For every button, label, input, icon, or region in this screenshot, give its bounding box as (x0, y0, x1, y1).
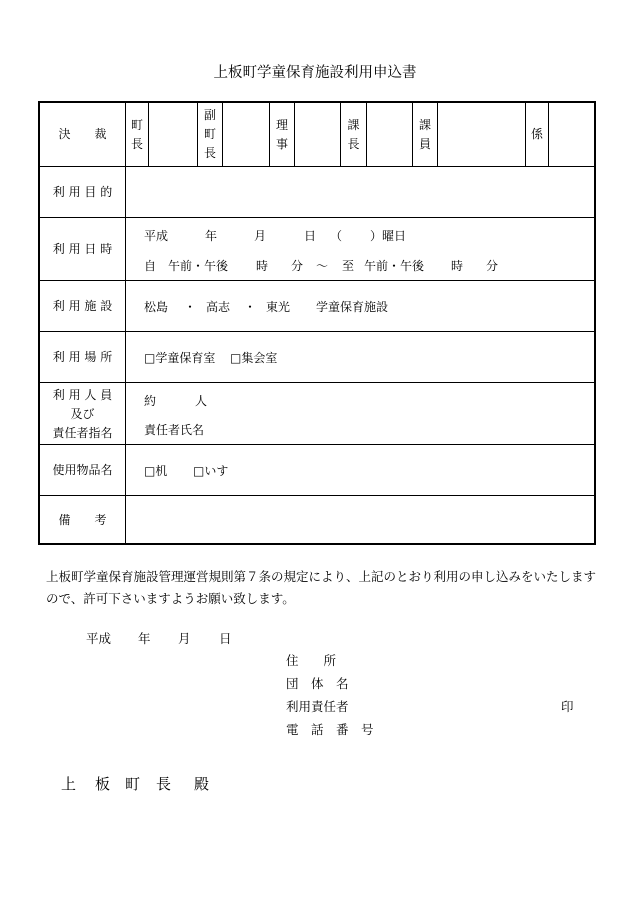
seal-mark: 印 (561, 699, 574, 714)
weekday-label: ）曜日 (370, 229, 407, 243)
count-unit: 人 (195, 394, 208, 408)
request-statement: 上板町学童保育施設管理運営規則第７条の規定により、上記のとおり利用の申し込みをいたしますので、許可下さいますようお願い致します。 (46, 569, 597, 606)
addressee-2: 板 (95, 775, 111, 793)
applicant-group: 団 体 名 (286, 676, 349, 691)
facility-row (40, 280, 594, 332)
facility-sep-1: ・ (184, 300, 197, 314)
year-label: 年 (205, 229, 218, 243)
remarks-field[interactable] (126, 496, 594, 544)
facility-suffix: 学童保育施設 (316, 300, 389, 314)
paren-open: （ (330, 229, 343, 243)
persons-field[interactable] (126, 383, 594, 445)
approval-col-director: 理 事 (275, 117, 288, 151)
place-option-meeting-room[interactable]: □集会室 (230, 351, 278, 365)
approval-col-deputy: 副 町 長 (203, 108, 216, 160)
facility-takashi[interactable]: 高志 (206, 300, 231, 314)
purpose-field[interactable] (126, 167, 594, 218)
application-table (38, 101, 596, 545)
month-label: 月 (254, 229, 267, 243)
persons-label: 利 用 人 員 及び 責任者指名 (40, 383, 126, 445)
item-option-desk[interactable]: □机 (144, 464, 168, 478)
datetime-row (40, 217, 594, 281)
date-day: 日 (219, 631, 232, 646)
tilde: ～ (316, 259, 329, 273)
to-ampm: 午前・午後 (364, 259, 425, 273)
facility-toko[interactable]: 東光 (266, 300, 291, 314)
place-option-childcare-room[interactable]: □学童保育室 (144, 351, 216, 365)
addressee-5: 殿 (194, 775, 210, 793)
items-row (40, 444, 594, 496)
approval-col-staff: 課 員 (418, 117, 431, 151)
leader-name-label: 責任者氏名 (144, 423, 205, 437)
remarks-row (40, 495, 594, 544)
addressee-3: 町 (125, 775, 141, 793)
facility-sep-2: ・ (244, 300, 257, 314)
date-era: 平成 (86, 631, 112, 646)
applicant-phone: 電 話 番 号 (286, 722, 374, 737)
from-hour: 時 (256, 259, 269, 273)
place-field (126, 332, 594, 383)
items-field (126, 445, 594, 496)
datetime-field[interactable] (126, 218, 594, 281)
date-month: 月 (178, 631, 191, 646)
addressee-1: 上 (61, 775, 77, 793)
from-ampm: 午前・午後 (168, 259, 229, 273)
date-year: 年 (138, 631, 151, 646)
from-minute: 分 (291, 259, 304, 273)
day-label: 日 (304, 229, 317, 243)
applicant-responsible: 利用責任者 (286, 699, 349, 714)
items-label: 使用物品名 (40, 445, 126, 496)
form-title: 上板町学童保育施設利用申込書 (213, 65, 417, 81)
to-minute: 分 (486, 259, 499, 273)
count-prefix: 約 (144, 394, 157, 408)
place-row (40, 331, 594, 383)
applicant-address: 住 所 (286, 653, 337, 668)
item-option-chair[interactable]: □いす (193, 464, 229, 478)
persons-row (40, 382, 594, 445)
facility-label: 利 用 施 設 (40, 281, 126, 332)
datetime-label: 利 用 日 時 (40, 218, 126, 281)
facility-matsushima[interactable]: 松島 (144, 300, 169, 314)
approval-label: 決 裁 (40, 103, 126, 166)
purpose-row (40, 166, 594, 218)
from-label: 自 (144, 259, 157, 273)
approval-col-clerk: 係 (530, 127, 543, 141)
approval-col-section-chief: 課 長 (347, 117, 360, 151)
purpose-label: 利 用 目 的 (40, 167, 126, 218)
to-label: 至 (342, 259, 355, 273)
approval-row (40, 103, 594, 166)
to-hour: 時 (451, 259, 464, 273)
approval-col-mayor: 町 長 (130, 117, 143, 151)
place-label: 利 用 場 所 (40, 332, 126, 383)
remarks-label: 備 考 (40, 496, 126, 544)
era-label: 平成 (144, 229, 169, 243)
facility-field[interactable] (126, 281, 594, 332)
addressee-4: 長 (156, 775, 172, 793)
